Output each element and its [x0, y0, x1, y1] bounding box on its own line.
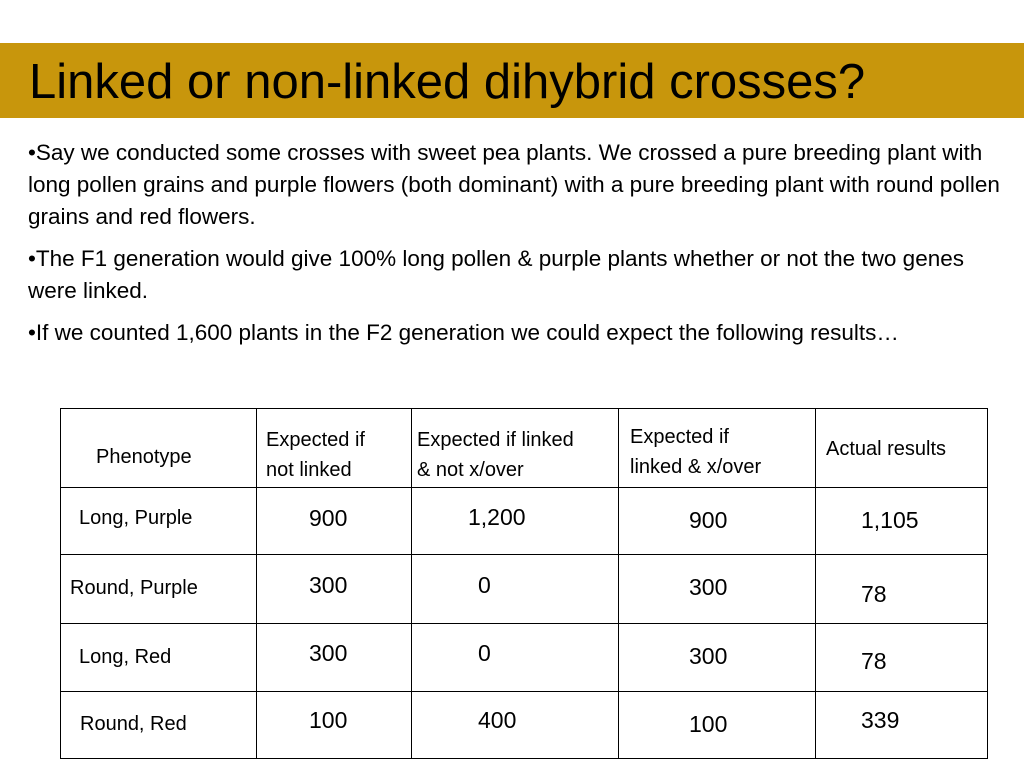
header-not-linked [257, 409, 412, 488]
header-linked-xover [619, 409, 816, 488]
bullet-list [28, 137, 1013, 359]
table-row [61, 555, 988, 624]
cell-linked-xover [619, 555, 816, 624]
value: 100 [309, 707, 348, 733]
table-row [61, 692, 988, 759]
cell-linked-xover [619, 488, 816, 555]
cell-not-linked [257, 624, 412, 692]
header-actual-label: Actual results [826, 438, 947, 460]
header-phenotype [61, 409, 257, 488]
cell-phenotype [61, 555, 257, 624]
phenotype-label: Long, Red [79, 646, 172, 668]
cell-actual [816, 692, 988, 759]
value: 78 [861, 648, 887, 674]
cell-linked-no-xover [412, 555, 619, 624]
header-actual [816, 409, 988, 488]
value: 900 [689, 507, 728, 533]
bullet-item: •The F1 generation would give 100% long pollen & purple plants whether or not the two genes were linked. [28, 246, 964, 303]
value: 300 [689, 574, 728, 600]
value: 1,200 [468, 504, 526, 530]
value: 300 [309, 640, 348, 666]
value: 300 [309, 572, 348, 598]
header-linked-no-xover [412, 409, 619, 488]
value: 100 [689, 711, 728, 737]
bullet-item: •Say we conducted some crosses with sweet pea plants. We crossed a pure breeding plant with long pollen grains and purple flowers (both dominant) with a pure breeding plant with round pollen grains and red flowers. [28, 140, 1000, 229]
cell-linked-xover [619, 692, 816, 759]
cell-not-linked [257, 555, 412, 624]
header-linked-no-xover-line2: & not x/over [417, 459, 524, 481]
table-header-row [61, 409, 988, 488]
cell-phenotype [61, 692, 257, 759]
header-linked-no-xover-line1: Expected if linked [417, 429, 574, 451]
slide-title: Linked or non-linked dihybrid crosses? [29, 55, 866, 109]
header-phenotype-label: Phenotype [96, 446, 192, 468]
value: 300 [689, 643, 728, 669]
results-table [60, 408, 988, 759]
header-not-linked-line1: Expected if [266, 429, 365, 451]
cell-phenotype [61, 488, 257, 555]
cell-not-linked [257, 692, 412, 759]
value: 78 [861, 581, 887, 607]
table-row [61, 488, 988, 555]
header-linked-xover-line1: Expected if [630, 426, 729, 448]
cell-phenotype [61, 624, 257, 692]
cell-linked-no-xover [412, 624, 619, 692]
phenotype-label: Long, Purple [79, 507, 193, 529]
cell-linked-no-xover [412, 488, 619, 555]
value: 400 [478, 707, 517, 733]
bullet-item: •If we counted 1,600 plants in the F2 generation we could expect the following results… [28, 320, 899, 345]
value: 0 [478, 572, 491, 598]
value: 900 [309, 505, 348, 531]
header-not-linked-line2: not linked [266, 459, 352, 481]
header-linked-xover-line2: linked & x/over [630, 456, 762, 478]
value: 0 [478, 640, 491, 666]
value: 1,105 [861, 507, 919, 533]
cell-actual [816, 555, 988, 624]
phenotype-label: Round, Purple [70, 577, 198, 599]
cell-linked-no-xover [412, 692, 619, 759]
cell-not-linked [257, 488, 412, 555]
value: 339 [861, 707, 900, 733]
phenotype-label: Round, Red [80, 713, 187, 735]
cell-linked-xover [619, 624, 816, 692]
table-row [61, 624, 988, 692]
cell-actual [816, 488, 988, 555]
cell-actual [816, 624, 988, 692]
